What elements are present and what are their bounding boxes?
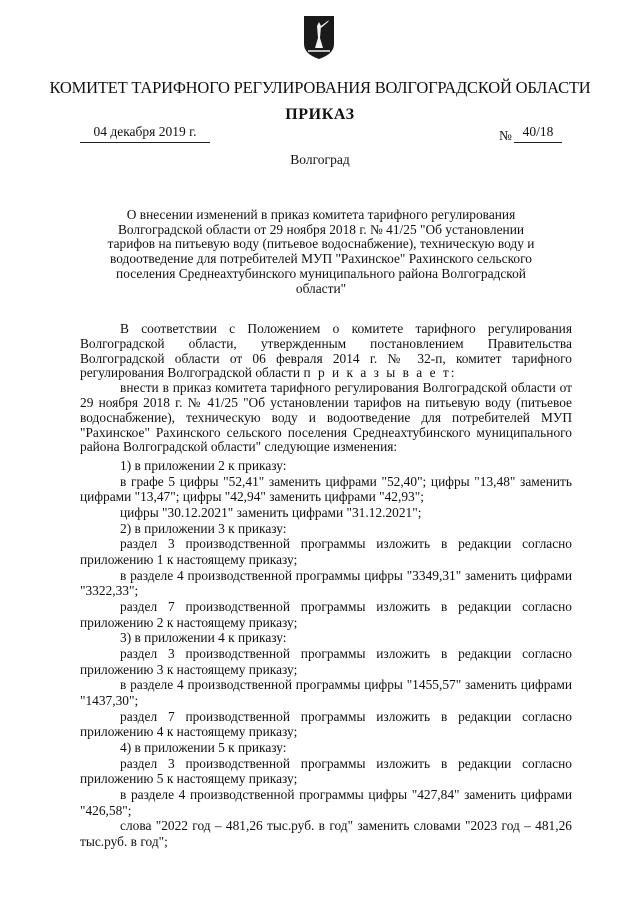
amendment-item: 3) в приложении 4 к приказу: — [120, 630, 287, 646]
amendment-item: в разделе 4 производственной программы цифры "3349,31" заменить цифрами "3322,33"; — [80, 567, 572, 599]
amendment-item: в разделе 4 производственной программы цифры "427,84" заменить цифрами "426,58"; — [80, 786, 572, 818]
amendment-item: в разделе 4 производственной программы цифры "1455,57" заменить цифрами "1437,30"; — [80, 677, 572, 709]
amendment-item: раздел 7 производственной программы изложить в редакции согласно приложению 4 к настоящему приказу; — [80, 708, 572, 740]
order-number-label: № — [499, 128, 512, 143]
city-name: Волгоград — [290, 152, 350, 167]
document-title: ПРИКАЗ — [285, 106, 355, 123]
order-body — [80, 322, 572, 850]
amendment-item: раздел 3 производственной программы изложить в редакции согласно приложению 1 к настоящему приказу; — [80, 536, 572, 568]
orders-word: п р и к а з ы в а е т — [303, 365, 451, 381]
committee-name: КОМИТЕТ ТАРИФНОГО РЕГУЛИРОВАНИЯ ВОЛГОГРАДСКОЙ ОБЛАСТИ — [49, 78, 591, 97]
amendment-item: раздел 3 производственной программы изложить в редакции согласно приложению 5 к настоящему приказу; — [80, 755, 572, 787]
order-number: 40/18 — [514, 124, 562, 143]
coat-of-arms-emblem — [302, 14, 336, 60]
order-date: 04 декабря 2019 г. — [80, 124, 210, 143]
amendment-item: цифры "30.12.2021" заменить цифрами "31.12.2021"; — [120, 505, 422, 521]
amendment-item: 2) в приложении 3 к приказу: — [120, 520, 287, 536]
amendment-item: в графе 5 цифры "52,41" заменить цифрами "52,40"; цифры "13,48" заменить цифрами "13,47"; цифры "42,94" заменить цифрами "42,93"; — [80, 473, 572, 505]
amendment-item: 1) в приложении 2 к приказу: — [120, 458, 287, 474]
intro-paragraph: внести в приказ комитета тарифного регулирования Волгоградской области от 29 ноября 2018 г. № 41/25 "Об установлении тарифов на питьевую воду (питьевое водоснабжение), техническую воду и водоотведение для потребителей МУП "Рахинское" Рахинского сельского поселения Среднеахтубинского муниципального района Волгоградской области" следующие изменения: — [80, 380, 572, 455]
amendment-item: 4) в приложении 5 к приказу: — [120, 739, 287, 755]
orders-colon: : — [450, 365, 455, 381]
amendment-item: слова "2022 год – 481,26 тыс.руб. в год" заменить словами "2023 год – 481,26 тыс.руб. в год"; — [80, 818, 572, 849]
preamble-paragraph — [80, 322, 572, 381]
preamble-text: В соответствии с Положением о комитете тарифного регулирования Волгоградской области, утвержденным постановлением Правительства Волгоградской области от 06 февраля 2014 г. № 32-п, комитет тарифного регулирования Волгоградской области — [80, 321, 572, 381]
amendment-item: раздел 3 производственной программы изложить в редакции согласно приложению 3 к настоящему приказу; — [80, 646, 572, 677]
order-subject: О внесении изменений в приказ комитета тарифного регулирования Волгоградской области от 29 ноября 2018 г. № 41/25 "Об установлении тарифов на питьевую воду (питьевое водоснабжение), техническую воду и водоотведение для потребителей МУП "Рахинское" Рахинского сельского поселения Среднеахтубинского муниципального района Волгоградской области" — [107, 207, 535, 296]
amendment-item: раздел 7 производственной программы изложить в редакции согласно приложению 2 к настоящему приказу; — [80, 599, 572, 630]
